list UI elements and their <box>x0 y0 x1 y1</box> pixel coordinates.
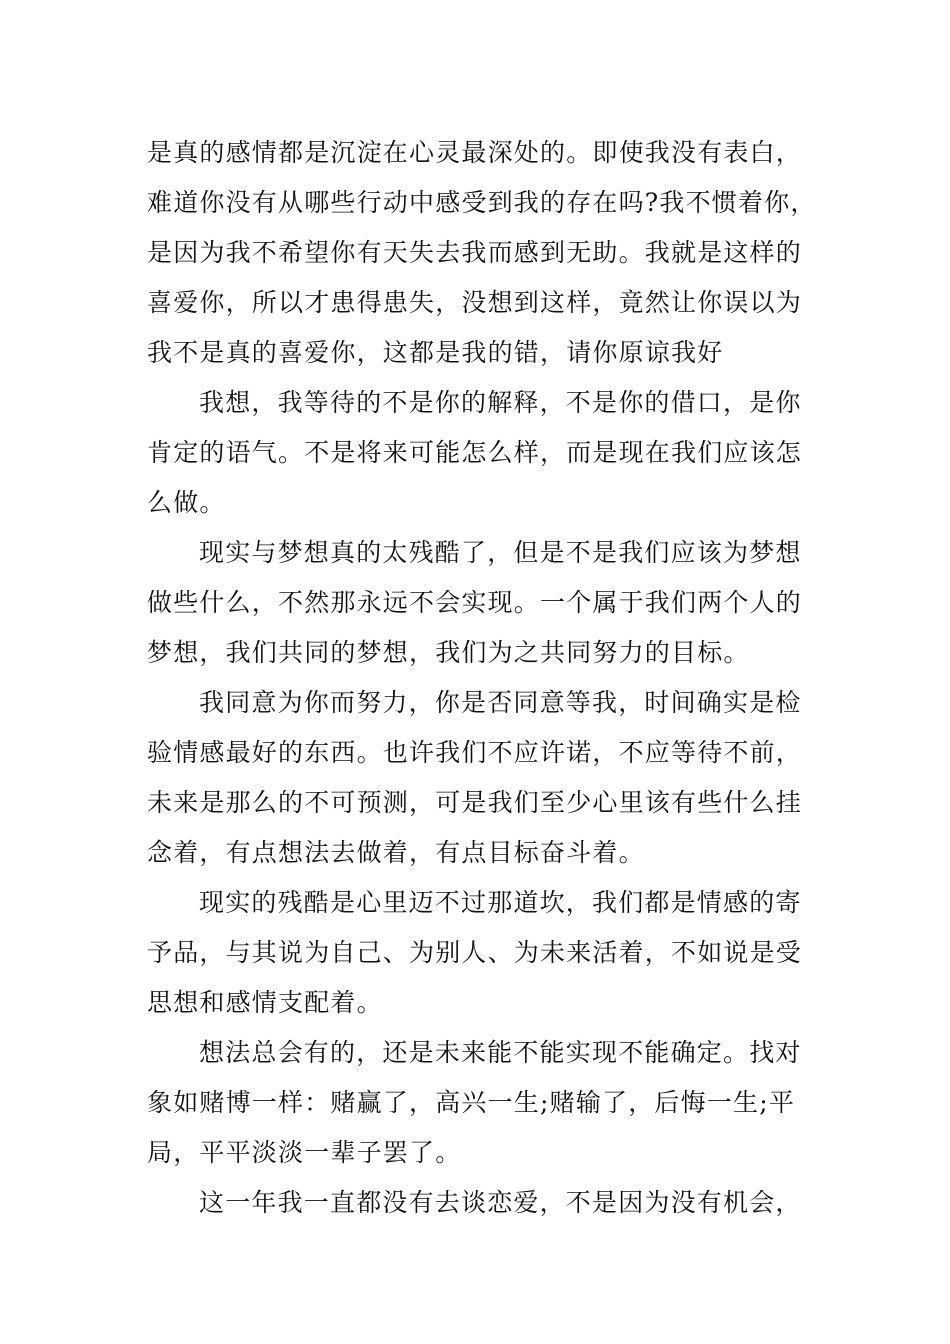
paragraph-first-line: 这一年我一直都没有去谈恋爱，不是因为没有机会， <box>199 1188 802 1217</box>
paragraph-line: 局，平平淡淡一辈子罢了。 <box>147 1138 462 1167</box>
paragraph-first-line: 想法总会有的，还是未来能不能实现不能确定。找对 <box>199 1038 802 1067</box>
paragraph-line: 是因为我不希望你有天失去我而感到无助。我就是这样的 <box>147 238 803 267</box>
paragraph-first-line: 现实与梦想真的太残酷了，但是不是我们应该为梦想 <box>199 538 802 567</box>
paragraph-1 <box>147 128 817 378</box>
paragraph-line: 肯定的语气。不是将来可能怎么样，而是现在我们应该怎 <box>147 438 803 467</box>
paragraph-line: 梦想，我们共同的梦想，我们为之共同努力的目标。 <box>147 638 750 667</box>
paragraph-line: 验情感最好的东西。也许我们不应许诺，不应等待不前， <box>147 738 803 767</box>
paragraph-line: 喜爱你，所以才患得患失，没想到这样，竟然让你误以为 <box>147 288 803 317</box>
paragraph-2 <box>147 378 809 528</box>
paragraph-line: 象如赌博一样：赌赢了，高兴一生;赌输了，后悔一生;平 <box>147 1088 796 1117</box>
paragraph-first-line: 我想，我等待的不是你的解释，不是你的借口，是你 <box>199 388 802 417</box>
paragraph-4 <box>147 678 809 878</box>
paragraph-line: 予品，与其说为自己、为别人、为未来活着，不如说是受 <box>147 938 803 967</box>
paragraph-line: 未来是那么的不可预测，可是我们至少心里该有些什么挂 <box>147 788 803 817</box>
paragraph-line: 思想和感情支配着。 <box>147 988 383 1017</box>
document-body <box>147 128 817 1228</box>
paragraph-line: 难道你没有从哪些行动中感受到我的存在吗?我不惯着你， <box>147 188 817 217</box>
paragraph-first-line: 现实的残酷是心里迈不过那道坎，我们都是情感的寄 <box>199 888 802 917</box>
paragraph-6 <box>147 1028 809 1178</box>
paragraph-line: 念着，有点想法去做着，有点目标奋斗着。 <box>147 838 645 867</box>
paragraph-7 <box>147 1178 809 1228</box>
paragraph-first-line: 我同意为你而努力，你是否同意等我，时间确实是检 <box>199 688 802 717</box>
paragraph-line: 么做。 <box>147 488 226 517</box>
paragraph-line: 我不是真的喜爱你，这都是我的错，请你原谅我好 <box>147 338 724 367</box>
paragraph-line: 做些什么，不然那永远不会实现。一个属于我们两个人的 <box>147 588 803 617</box>
paragraph-line: 是真的感情都是沉淀在心灵最深处的。即使我没有表白， <box>147 138 803 167</box>
paragraph-5 <box>147 878 809 1028</box>
paragraph-3 <box>147 528 809 678</box>
